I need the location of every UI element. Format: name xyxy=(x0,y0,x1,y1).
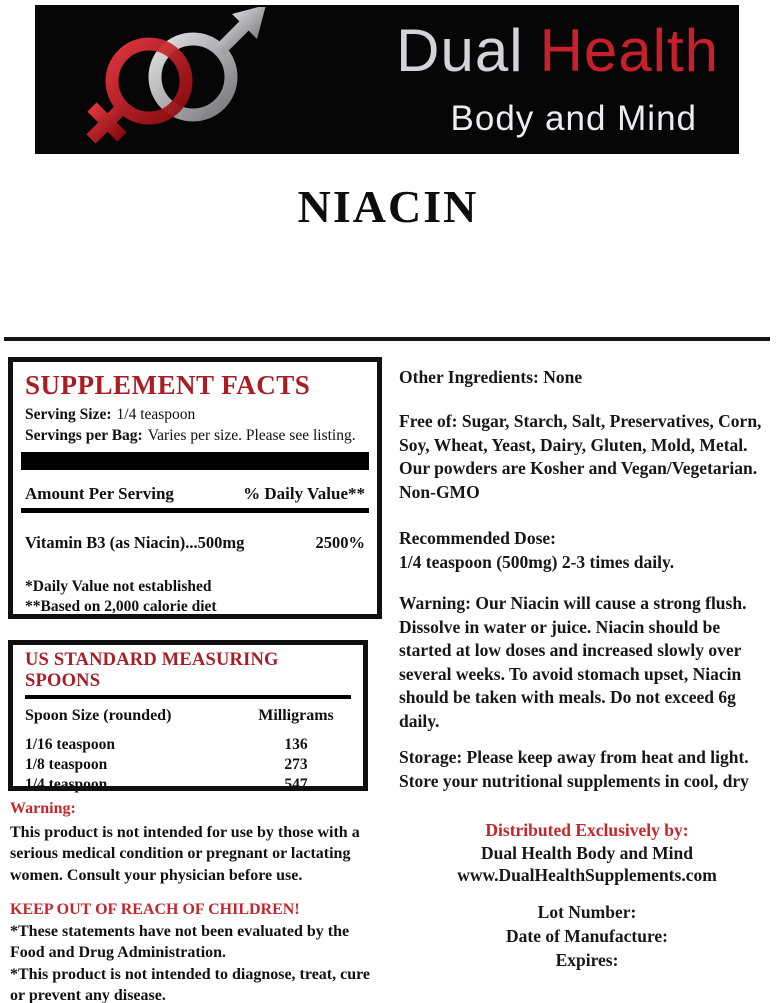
measuring-spoons-rule xyxy=(25,695,351,699)
expires-label: Expires: xyxy=(555,950,619,970)
servings-per-bag-line xyxy=(25,425,365,446)
warning-heading: Warning: xyxy=(10,800,76,817)
fda-statement-2: *This product is not intended to diagnose, treat, cure or prevent any disease. xyxy=(10,965,371,1003)
fda-statement-1: *These statements have not been evaluated by the Food and Drug Administration. xyxy=(10,922,350,961)
recommended-dose-section xyxy=(399,527,775,574)
product-title: NIACIN xyxy=(297,181,479,232)
lot-number-label: Lot Number: xyxy=(537,902,637,922)
distributor-name: Dual Health Body and Mind xyxy=(481,843,693,863)
serving-size-line xyxy=(25,404,365,425)
supplement-facts-title: SUPPLEMENT FACTS xyxy=(25,370,311,400)
brand-name xyxy=(396,17,719,84)
facts-rule xyxy=(21,508,369,513)
spoons-header-row xyxy=(25,707,351,725)
distributed-by-heading: Distributed Exclusively by: xyxy=(485,820,689,840)
left-warning-section xyxy=(10,798,382,1003)
brand-name-dual: Dual xyxy=(396,17,524,84)
footnote-daily-value: *Daily Value not established xyxy=(25,578,212,595)
date-of-manufacture-label: Date of Manufacture: xyxy=(506,926,668,946)
recommended-dose-heading: Recommended Dose: xyxy=(399,528,556,548)
brand-tagline: Body and Mind xyxy=(450,99,697,138)
distributor-website: www.DualHealthSupplements.com xyxy=(457,865,717,885)
table-row xyxy=(25,735,351,755)
spoons-rows xyxy=(25,735,351,795)
brand-name-health: Health xyxy=(539,17,719,84)
amount-per-serving-header: Amount Per Serving xyxy=(25,484,174,503)
servings-per-bag-label: Servings per Bag: xyxy=(25,427,143,444)
spoon-size-header: Spoon Size (rounded) xyxy=(25,707,172,724)
free-of-text: Free of: Sugar, Starch, Salt, Preservatives, Corn, Soy, Wheat, Yeast, Dairy, Gluten, Mold, Metal. Our powders are Kosher and Vegan/Vegetarian. Non-GMO xyxy=(399,411,762,502)
servings-per-bag-value: Varies per size. Please see listing. xyxy=(147,427,356,444)
footnote-calorie-diet: **Based on 2,000 calorie diet xyxy=(25,598,217,615)
section-divider xyxy=(4,337,770,341)
milligrams-header: Milligrams xyxy=(258,707,334,724)
measuring-spoons-panel xyxy=(8,640,368,791)
table-row xyxy=(25,775,351,795)
spoon-size-cell: 1/4 teaspoon xyxy=(25,776,108,793)
warning-body: This product is not intended for use by those with a serious medical condition or pregnant or lactating women. Consult your physician before use. xyxy=(10,823,360,884)
daily-value-header: % Daily Value** xyxy=(243,484,365,503)
nutrient-row xyxy=(25,533,365,553)
milligrams-cell: 547 xyxy=(284,776,308,793)
nutrient-daily-value: 2500% xyxy=(315,533,365,552)
brand-banner xyxy=(35,5,739,154)
table-row xyxy=(25,755,351,775)
spoon-size-cell: 1/8 teaspoon xyxy=(25,756,108,773)
milligrams-cell: 273 xyxy=(284,756,308,773)
male-female-logo-icon xyxy=(63,7,308,154)
serving-size-value: 1/4 teaspoon xyxy=(116,406,196,423)
facts-footnotes xyxy=(25,577,365,617)
flush-warning-text: Warning: Our Niacin will cause a strong flush. Dissolve in water or juice. Niacin should be started at low doses and increased slowly over several weeks. To avoid stomach upset, Niacin should be taken with meals. Do not exceed 6g daily. xyxy=(399,593,747,731)
facts-black-bar xyxy=(21,452,369,470)
serving-size-label: Serving Size: xyxy=(25,406,112,423)
storage-text: Storage: Please keep away from heat and light. Store your nutritional supplements in cool, dry xyxy=(399,747,749,791)
supplement-facts-panel xyxy=(8,357,382,619)
recommended-dose-text: 1/4 teaspoon (500mg) 2-3 times daily. xyxy=(399,551,675,572)
spoon-size-cell: 1/16 teaspoon xyxy=(25,736,115,753)
keep-out-of-reach-text: KEEP OUT OF REACH OF CHILDREN! xyxy=(10,901,300,918)
facts-header-row xyxy=(25,484,365,504)
other-ingredients-text: Other Ingredients: None xyxy=(399,367,583,387)
measuring-spoons-title: US STANDARD MEASURING SPOONS xyxy=(25,650,279,691)
nutrient-name: Vitamin B3 (as Niacin)...500mg xyxy=(25,533,245,552)
milligrams-cell: 136 xyxy=(284,736,308,753)
lot-info-section xyxy=(399,900,775,972)
distributor-section xyxy=(399,819,775,886)
